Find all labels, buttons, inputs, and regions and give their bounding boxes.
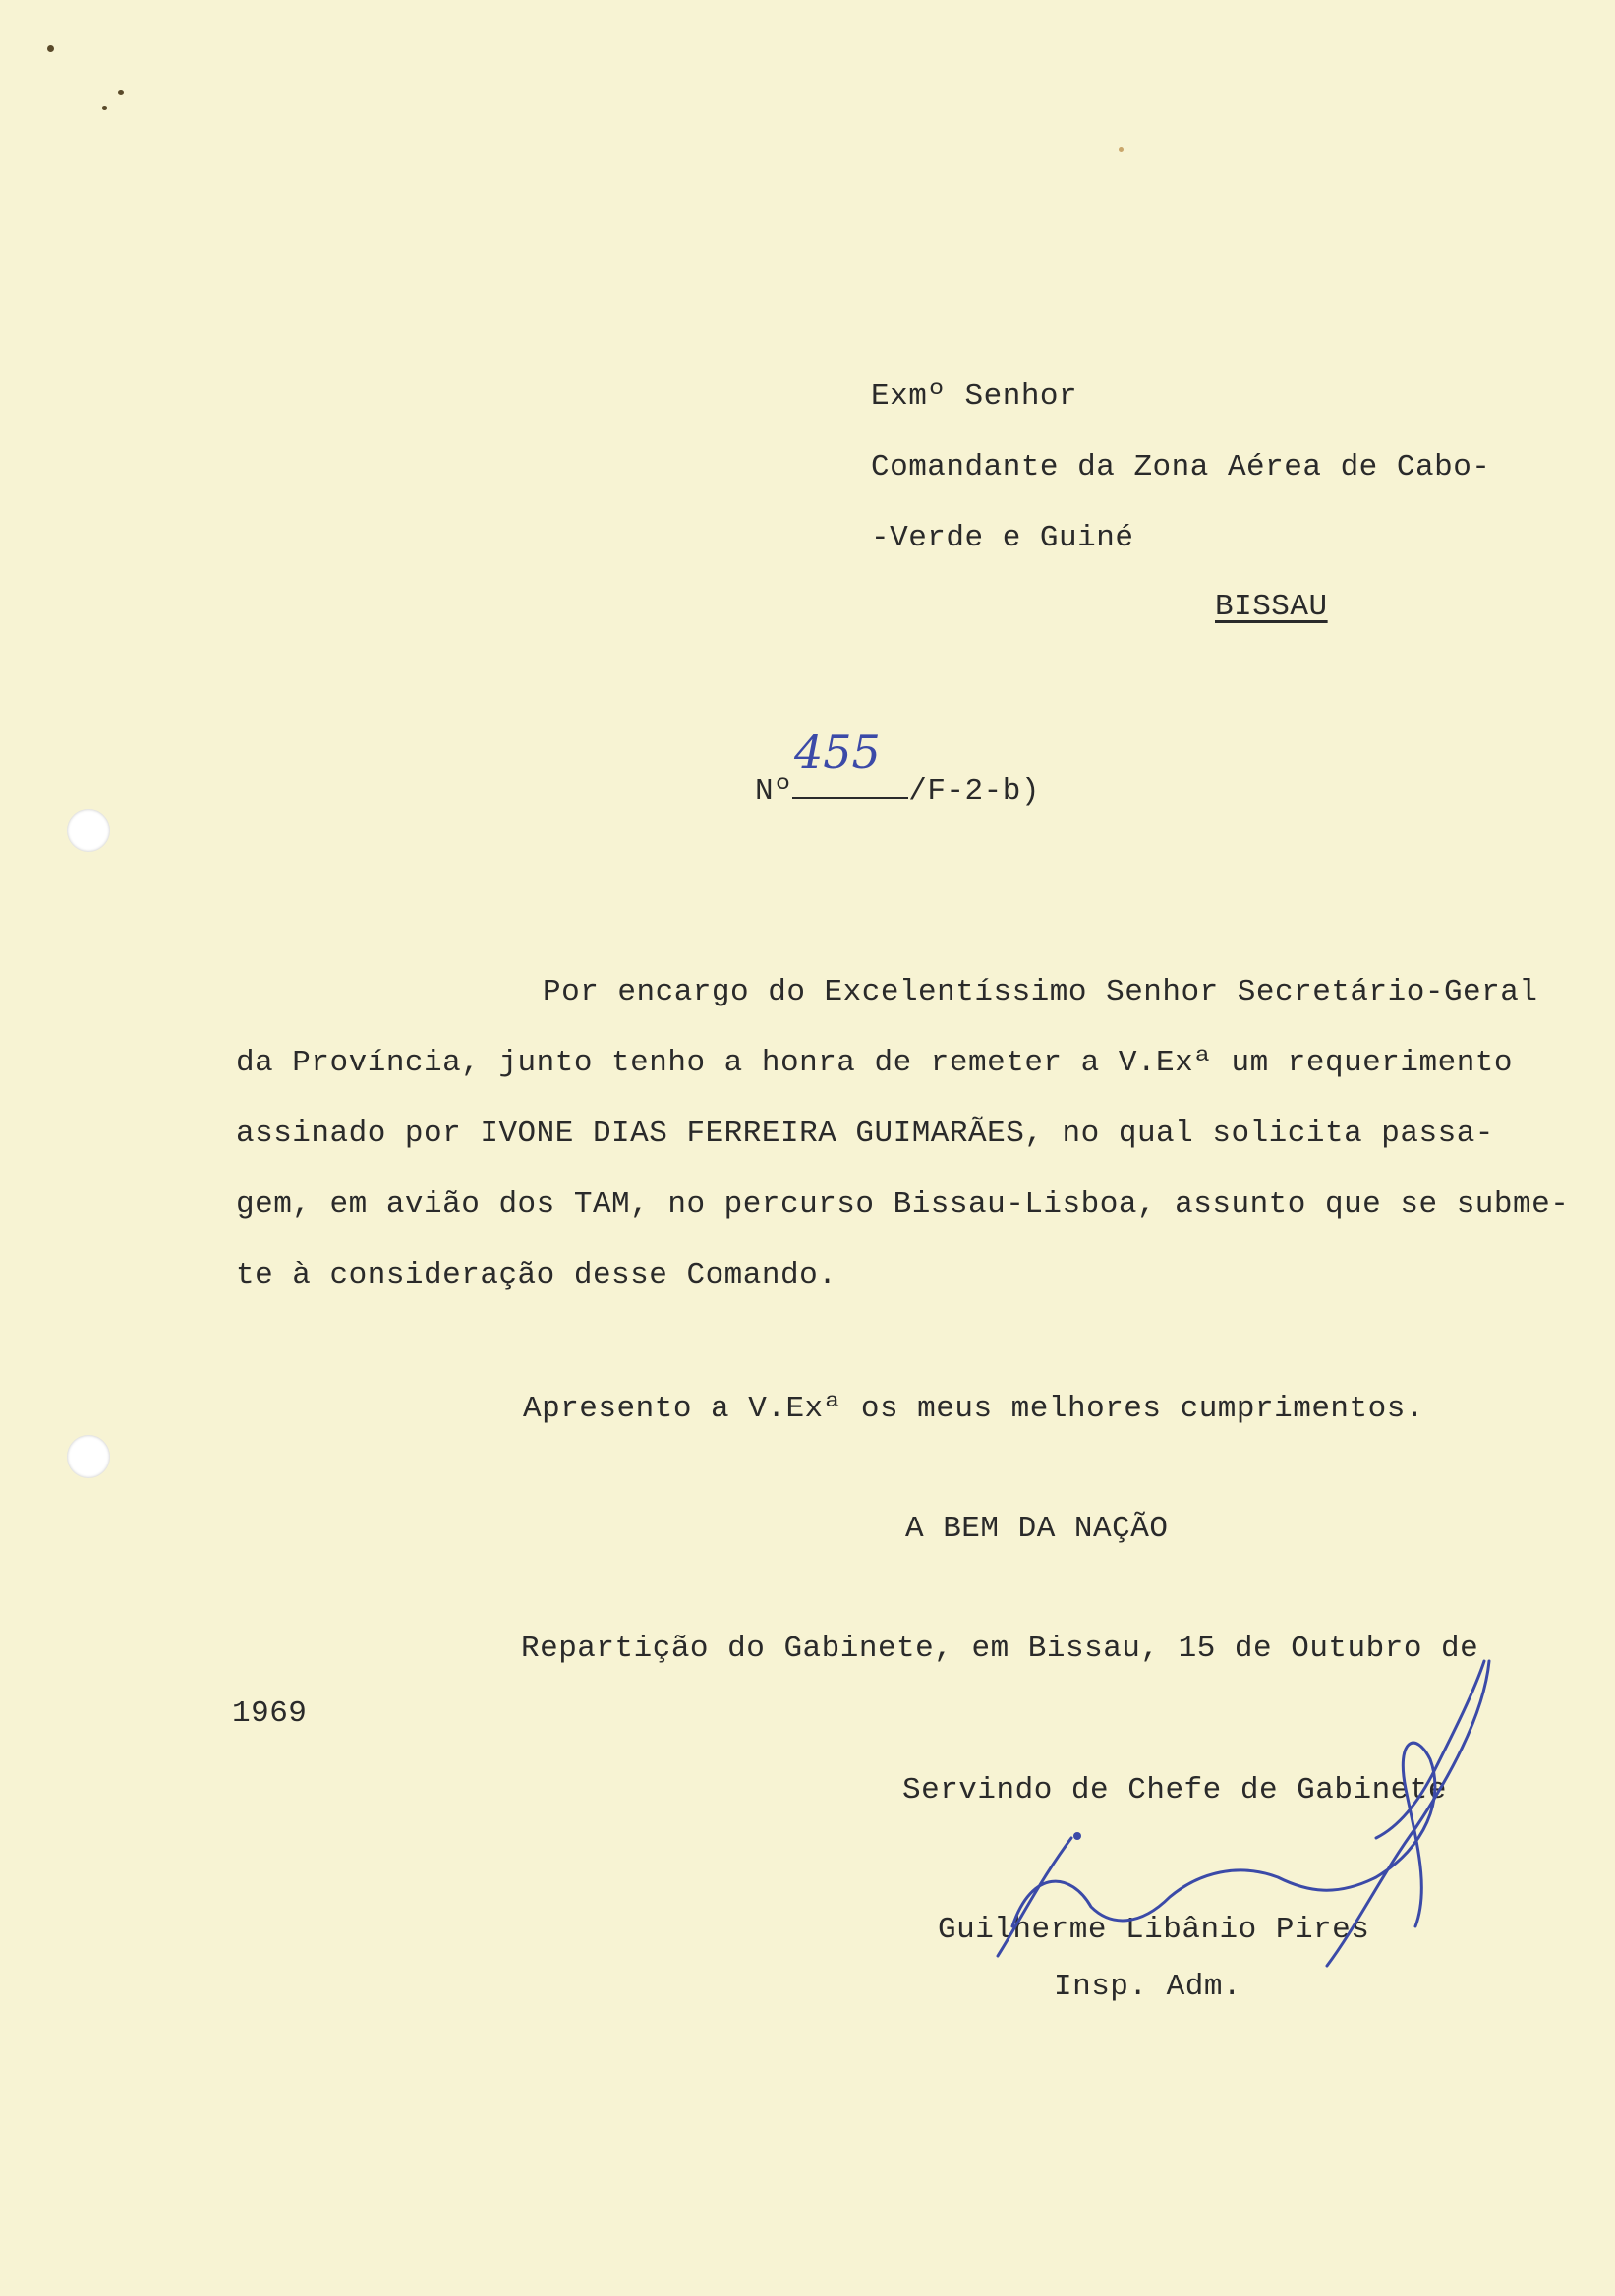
place-date: Repartição do Gabinete, em Bissau, 15 de Outubro de (521, 1632, 1479, 1666)
signer-title: Insp. Adm. (1054, 1970, 1242, 2004)
paper-speck (1119, 147, 1124, 152)
body-line: assinado por IVONE DIAS FERREIRA GUIMARÃES, no qual solicita passa- (236, 1117, 1494, 1151)
reference-handwritten-number: 455 (794, 725, 881, 778)
paper-speck (118, 90, 124, 95)
addressee-line: Comandante da Zona Aérea de Cabo- (871, 450, 1491, 485)
body-line: da Província, junto tenho a honra de remeter a V.Exª um requerimento (236, 1046, 1514, 1080)
paper-speck (47, 45, 54, 52)
signer-name: Guilherme Libânio Pires (938, 1913, 1370, 1947)
addressee-line: -Verde e Guiné (871, 521, 1134, 555)
signer-role: Servindo de Chefe de Gabinete (902, 1773, 1447, 1808)
addressee-city: BISSAU (1215, 590, 1328, 624)
closing-greeting: Apresento a V.Exª os meus melhores cumprimentos. (523, 1392, 1424, 1426)
closing-motto: A BEM DA NAÇÃO (905, 1512, 1169, 1546)
body-line: Por encargo do Excelentíssimo Senhor Secretário-Geral (543, 975, 1538, 1009)
body-line: te à consideração desse Comando. (236, 1258, 837, 1292)
punch-hole-bottom (67, 1435, 110, 1478)
date-year: 1969 (232, 1696, 308, 1731)
reference-suffix: /F-2-b) (908, 775, 1040, 809)
reference-prefix: Nº (755, 775, 793, 809)
paper-speck (102, 106, 107, 110)
punch-hole-top (67, 809, 110, 852)
body-paragraph (236, 957, 1569, 1311)
addressee-salutation: Exmº Senhor (871, 379, 1078, 414)
body-line: gem, em avião dos TAM, no percurso Bissau-Lisboa, assunto que se subme- (236, 1187, 1570, 1222)
addressee-block (871, 362, 1490, 574)
